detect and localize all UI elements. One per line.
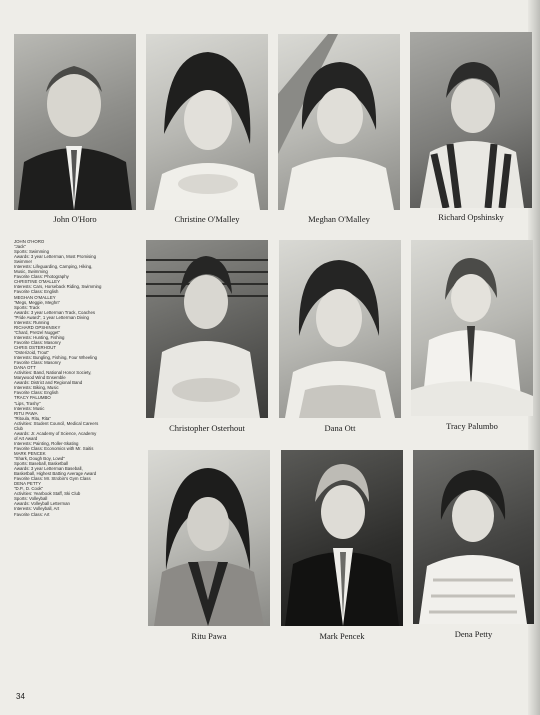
student-bios	[14, 239, 138, 517]
bio-line: Favorite Class: English	[14, 289, 59, 295]
bio-line: "Jack"	[14, 244, 27, 250]
bio-line: CHRIS OSTERHOUT	[14, 344, 56, 350]
bio-line: Awards: District and Regional Band	[14, 380, 83, 386]
bio-line: Club	[14, 425, 23, 431]
bio-line: Interests: Volleyball, Art	[14, 506, 60, 512]
bio-line: Interests: Painting, Roller-Skating	[14, 440, 79, 446]
portrait-caption: Dena Petty	[454, 629, 493, 639]
bio-line: Activities: Student Council, Medical Careers	[14, 420, 99, 426]
bio-line: Interests: Lifeguarding, Camping, Hiking,	[14, 264, 93, 270]
bio-line: RICHARD OPSHINSKY	[14, 324, 61, 330]
bio-line: Favorite Class: Photography	[14, 274, 69, 280]
bio-line: "D.P., D. Cook"	[14, 486, 44, 492]
bio-line: Interests: Music	[14, 405, 45, 411]
bio-line: Sports: Swimming	[14, 249, 50, 255]
portrait-photo-ritu-pawa	[148, 450, 270, 626]
portrait-photo-richard-opshinsky	[410, 32, 532, 208]
bio-line: Interests: Hunting, Fishing	[14, 334, 65, 340]
portrait-photo-mark-pencek	[281, 450, 403, 626]
portrait-photo-meghan-omalley	[278, 34, 400, 210]
bio-line: Interests: Biking, Music	[14, 385, 59, 391]
bio-line: JOHN O'HORO	[14, 239, 45, 244]
portrait-caption: Mark Pencek	[319, 631, 365, 641]
bio-line: Awards: 3 year Letterman Track, Coaches	[14, 309, 96, 315]
portrait-caption: Tracy Palumbo	[446, 421, 498, 431]
bio-line: Sports: Baseball, Basketball	[14, 461, 69, 467]
bio-line: "Shark, Dough Boy, Lowd"	[14, 456, 65, 462]
bio-line: Sports: Track	[14, 304, 40, 310]
portrait-photo-christine-omalley	[146, 34, 268, 210]
bio-line: Activities: Yearbook Staff, Ski Club	[14, 491, 81, 497]
bio-line: Awards: 3 year Letterman Baseball,	[14, 466, 83, 472]
bio-line: RITU PAWA	[14, 410, 38, 416]
bio-line: "Osterizoid, Trout"	[14, 350, 49, 356]
bio-line: Interests: Running	[14, 319, 50, 325]
portrait-caption: Dana Ott	[324, 423, 356, 433]
portrait-caption: John O'Horo	[53, 214, 97, 224]
portrait-caption: Christopher Osterhout	[169, 423, 245, 433]
portrait-caption: Christine O'Malley	[174, 214, 240, 224]
bio-line: Interests: Bungling, Fishing, Four Wheeling	[14, 355, 98, 361]
bio-line: Favorite Class: Economics with Mr. Saitis	[14, 445, 94, 451]
bio-line: Favorite Class: Masonry	[14, 360, 61, 366]
bio-line: CHRISTINE O'MALLEY	[14, 279, 60, 285]
bio-line: TRACY PALUMBO	[14, 395, 51, 401]
bio-line: MEGHAN O'MALLEY	[14, 294, 56, 300]
bio-line: Marywood Wind Ensemble	[14, 375, 66, 381]
portrait-photo-dena-petty	[413, 450, 534, 624]
bio-line: Sports: Volleyball	[14, 496, 48, 502]
portrait-photo-tracy-palumbo	[411, 240, 533, 416]
bio-line: DANA OTT	[14, 365, 36, 371]
bio-line: MARK PENCEK	[14, 450, 46, 456]
page-number: 34	[16, 692, 25, 701]
bio-line: Awards: Volleyball Letterman	[14, 501, 70, 507]
bio-line: "Lips, Trashy"	[14, 400, 41, 406]
bio-line: Awards: 3 year Letterman, Most Promising	[14, 254, 97, 260]
portrait-photo-dana-ott	[279, 240, 401, 418]
portrait-caption: Ritu Pawa	[191, 631, 227, 641]
bio-line: Favorite Class: Mr. Strobin's Gym Class	[14, 476, 91, 482]
bio-line: "Megs, Meggie, Meghn"	[14, 299, 61, 305]
portrait-caption: Meghan O'Malley	[308, 214, 370, 224]
bio-line: "Pride Award", 1 year Letterman Diving	[14, 314, 89, 320]
bio-line: Interests: Cars, Horseback Riding, Swimming	[14, 284, 102, 290]
bio-line: Favorite Class: English	[14, 390, 59, 396]
bio-line: Favorite Class: Masonry	[14, 339, 61, 345]
bio-line: Swimmer	[14, 259, 33, 265]
portrait-caption: Richard Opshinsky	[438, 212, 504, 222]
portrait-photo-christopher-osterhout	[146, 240, 268, 418]
bio-line: DENA PETTY	[14, 481, 42, 487]
bio-line: "Chard, Pretzel Nugget"	[14, 329, 61, 335]
bio-line: Activities: Band, National Honor Society,	[14, 370, 92, 376]
bio-line: Awards: Jr. Academy of Science, Academy	[14, 430, 97, 436]
bio-line: Music, Swimming	[14, 269, 48, 275]
bio-line: Basketball, Highest Batting Average Award	[14, 471, 97, 477]
bio-line: Favorite Class: Art	[14, 511, 50, 517]
bio-line: of Art Award	[14, 435, 38, 441]
portrait-photo-john-ohoro	[14, 34, 136, 210]
bio-line: "Ritoula, Ritu, Rita"	[14, 415, 51, 421]
